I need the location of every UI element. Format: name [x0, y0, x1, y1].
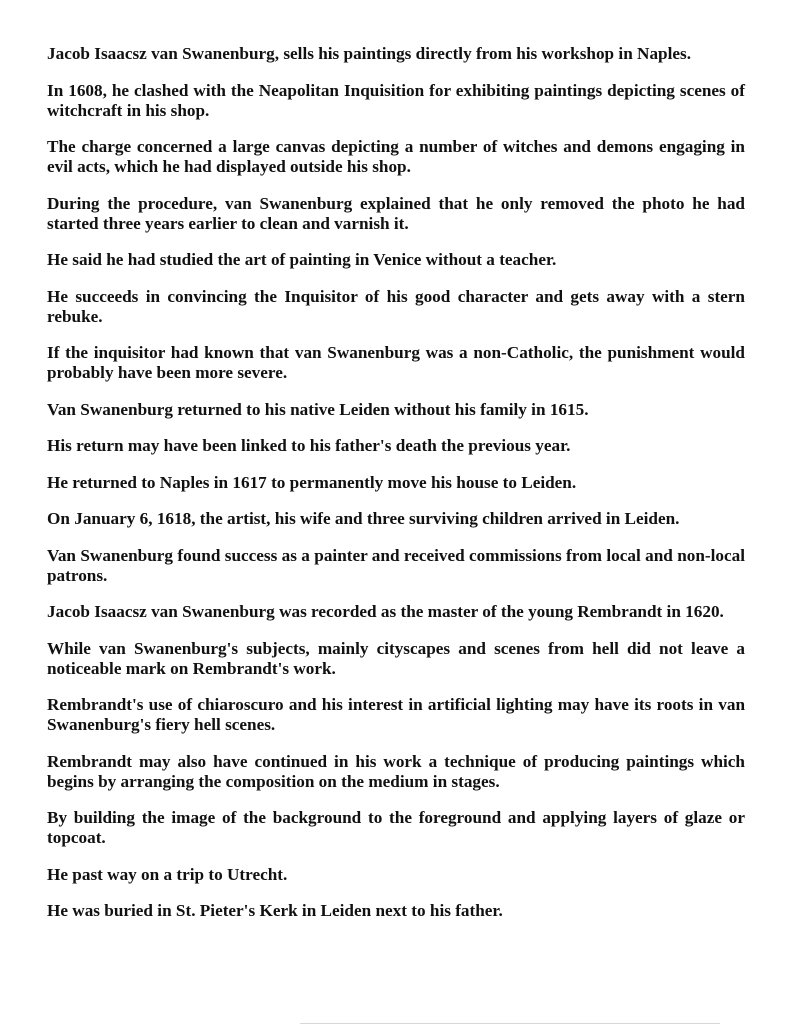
paragraph-inquisition-clash: In 1608, he clashed with the Neapolitan Inquisition for exhibiting paintings depicting scenes of witchcraft in his shop.	[47, 80, 745, 120]
paragraph-rebuke: He succeeds in convincing the Inquisitor of his good character and gets away with a stern rebuke.	[47, 286, 745, 326]
paragraph-charge: The charge concerned a large canvas depicting a number of witches and demons engaging in evil acts, which he had displayed outside his shop.	[47, 137, 745, 176]
document-page	[47, 44, 745, 938]
paragraph-utrecht: He past way on a trip to Utrecht.	[47, 864, 288, 884]
paragraph-return-leiden: Van Swanenburg returned to his native Leiden without his family in 1615.	[47, 399, 589, 419]
paragraph-layers: By building the image of the background to the foreground and applying layers of glaze or topcoat.	[47, 808, 745, 847]
paragraph-workshop: Jacob Isaacsz van Swanenburg, sells his paintings directly from his workshop in Naples.	[47, 44, 692, 63]
paragraph-father-death: His return may have been linked to his father's death the previous year.	[47, 436, 571, 455]
paragraph-arrival: On January 6, 1618, the artist, his wife and three surviving children arrived in Leiden.	[47, 509, 680, 528]
paragraph-subjects: While van Swanenburg's subjects, mainly cityscapes and scenes from hell did not leave a noticeable mark on Rembrandt's work.	[47, 638, 745, 678]
paragraph-procedure: During the procedure, van Swanenburg explained that he only removed the photo he had started three years earlier to clean and varnish it.	[47, 193, 745, 233]
paragraph-venice-study: He said he had studied the art of painting in Venice without a teacher.	[47, 250, 557, 269]
paragraph-non-catholic: If the inquisitor had known that van Swanenburg was a non-Catholic, the punishment would probably have been more severe.	[47, 343, 745, 382]
paragraph-chiaroscuro: Rembrandt's use of chiaroscuro and his interest in artificial lighting may have its roots in van Swanenburg's fiery hell scenes.	[47, 695, 745, 734]
paragraph-rembrandt-master: Jacob Isaacsz van Swanenburg was recorded as the master of the young Rembrandt in 1620.	[47, 602, 724, 621]
paragraph-technique: Rembrandt may also have continued in his work a technique of producing paintings which begins by arranging the composition on the medium in stages.	[47, 751, 745, 791]
paragraph-naples-return: He returned to Naples in 1617 to permanently move his house to Leiden.	[47, 472, 577, 492]
paragraph-burial: He was buried in St. Pieter's Kerk in Leiden next to his father.	[47, 901, 503, 920]
paragraph-success: Van Swanenburg found success as a painter and received commissions from local and non-local patrons.	[47, 545, 745, 585]
